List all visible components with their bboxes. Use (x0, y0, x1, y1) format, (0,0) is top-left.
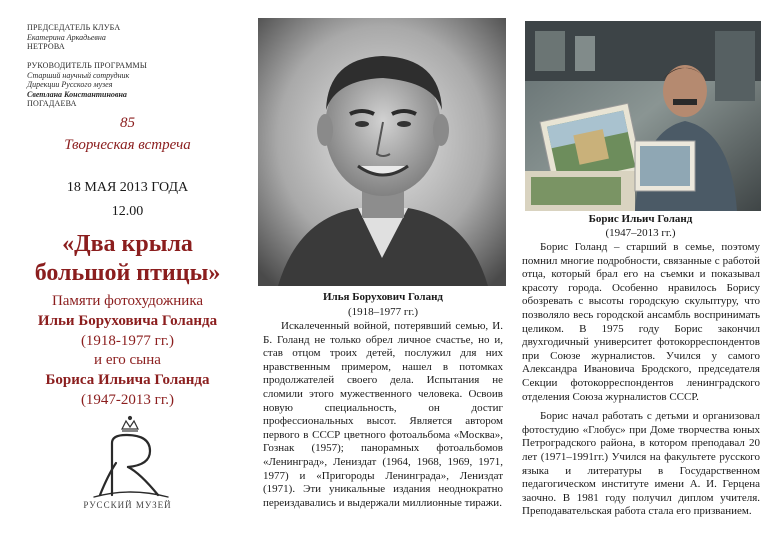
program-head-block (27, 61, 227, 109)
ilya-portrait-image (258, 18, 506, 286)
boris-biography (522, 241, 760, 519)
program-role-1: Старший научный сотрудник (27, 70, 130, 80)
ilya-biography (263, 320, 503, 510)
event-title-line-1: «Два крыла (62, 231, 193, 257)
club-chair-block (27, 23, 217, 52)
and-son-line: и его сына (94, 352, 161, 368)
event-number: 85 (120, 115, 135, 131)
chair-label: ПРЕДСЕДАТЕЛЬ КЛУБА (27, 23, 121, 32)
program-role-2: Дирекции Русского музея (27, 80, 113, 89)
event-type: Творческая встреча (64, 137, 191, 153)
chair-name-last: НЕТРОВА (27, 42, 65, 51)
son-years: (1947-2013 гг.) (80, 392, 175, 408)
son-name: Бориса Ильича Голанда (45, 372, 210, 388)
father-name: Ильи Боруховича Голанда (37, 313, 218, 329)
program-name-last: ПОГАДАЕВА (27, 99, 77, 108)
boris-bio-paragraph-2: Борис начал работать с детьми и организовал фотостудию «Глобус» при Доме творчества юных Петроградского района, в котором преподавал 20 лет (1971–1991гг.) Учился на факультете русского языка и литературы в Государственном педагогическом институте имени А. И. Герцена заочно. В 1981 году получил диплом учителя. Преподавательская работа стала его призванием. (522, 410, 760, 518)
memory-line: Памяти фотохудожника (51, 293, 204, 309)
chair-name-first: Екатерина Аркадьевна (27, 32, 106, 42)
museum-name: РУССКИЙ МУЗЕЙ (83, 500, 172, 510)
ilya-name: Илья Борухович Голанд (323, 291, 443, 303)
event-title-line-2: большой птицы» (34, 260, 221, 286)
program-name-first: Светлана Константиновна (27, 89, 127, 99)
event-title (0, 230, 255, 288)
father-years: (1918-1977 гг.) (80, 333, 175, 349)
boris-bio-paragraph-1: Борис Голанд – старший в семье, поэтому помнил многие подробности, связанные с работой отца, который брал его на съемки и показывал красоту города. Особенно нравилось Борису обозревать с высоты городскую скульптуру, что позволяло весь городской ансамбль воспринимать целиком. В 1975 году Борис закончил двухгодичный университет фотокорреспондентов при Союзе журналистов. Учился у самого Александра Ивановича Бродского, председателя Секции фотокорреспондентов ленинградского отделения Союза журналистов СССР. (522, 241, 760, 403)
boris-working-image (525, 21, 761, 211)
event-date: 18 МАЯ 2013 ГОДА (66, 180, 189, 195)
ilya-years: (1918–1977 гг.) (347, 306, 419, 318)
boris-years: (1947–2013 гг.) (605, 227, 676, 239)
ilya-bio-paragraph: Искалеченный войной, потерявший семью, И. Б. Голанд не только обрел личное счастье, но и, став отцом троих детей, послужил для них нравственным примером, нашел в потомках продолжателей своего дела. Испытания не сломили этого мужественного человека. Освоив новую специальность, он достиг профессиональных высот. Является автором первого в СССР цветного фотоальбома «Москва», Гознак (1957); панорамных фотоальбомов «Ленинград», Лениздат (1964, 1968, 1969, 1971, 1977) и «Пригороды Ленинграда», Лениздат (1971). Эти уникальные издания неоднократно переиздавались и выдержали миллионные тиражи. (263, 320, 503, 509)
boris-name: Борис Ильич Голанд (588, 213, 693, 225)
program-label: РУКОВОДИТЕЛЬ ПРОГРАММЫ (27, 61, 147, 70)
event-time: 12.00 (111, 204, 144, 219)
